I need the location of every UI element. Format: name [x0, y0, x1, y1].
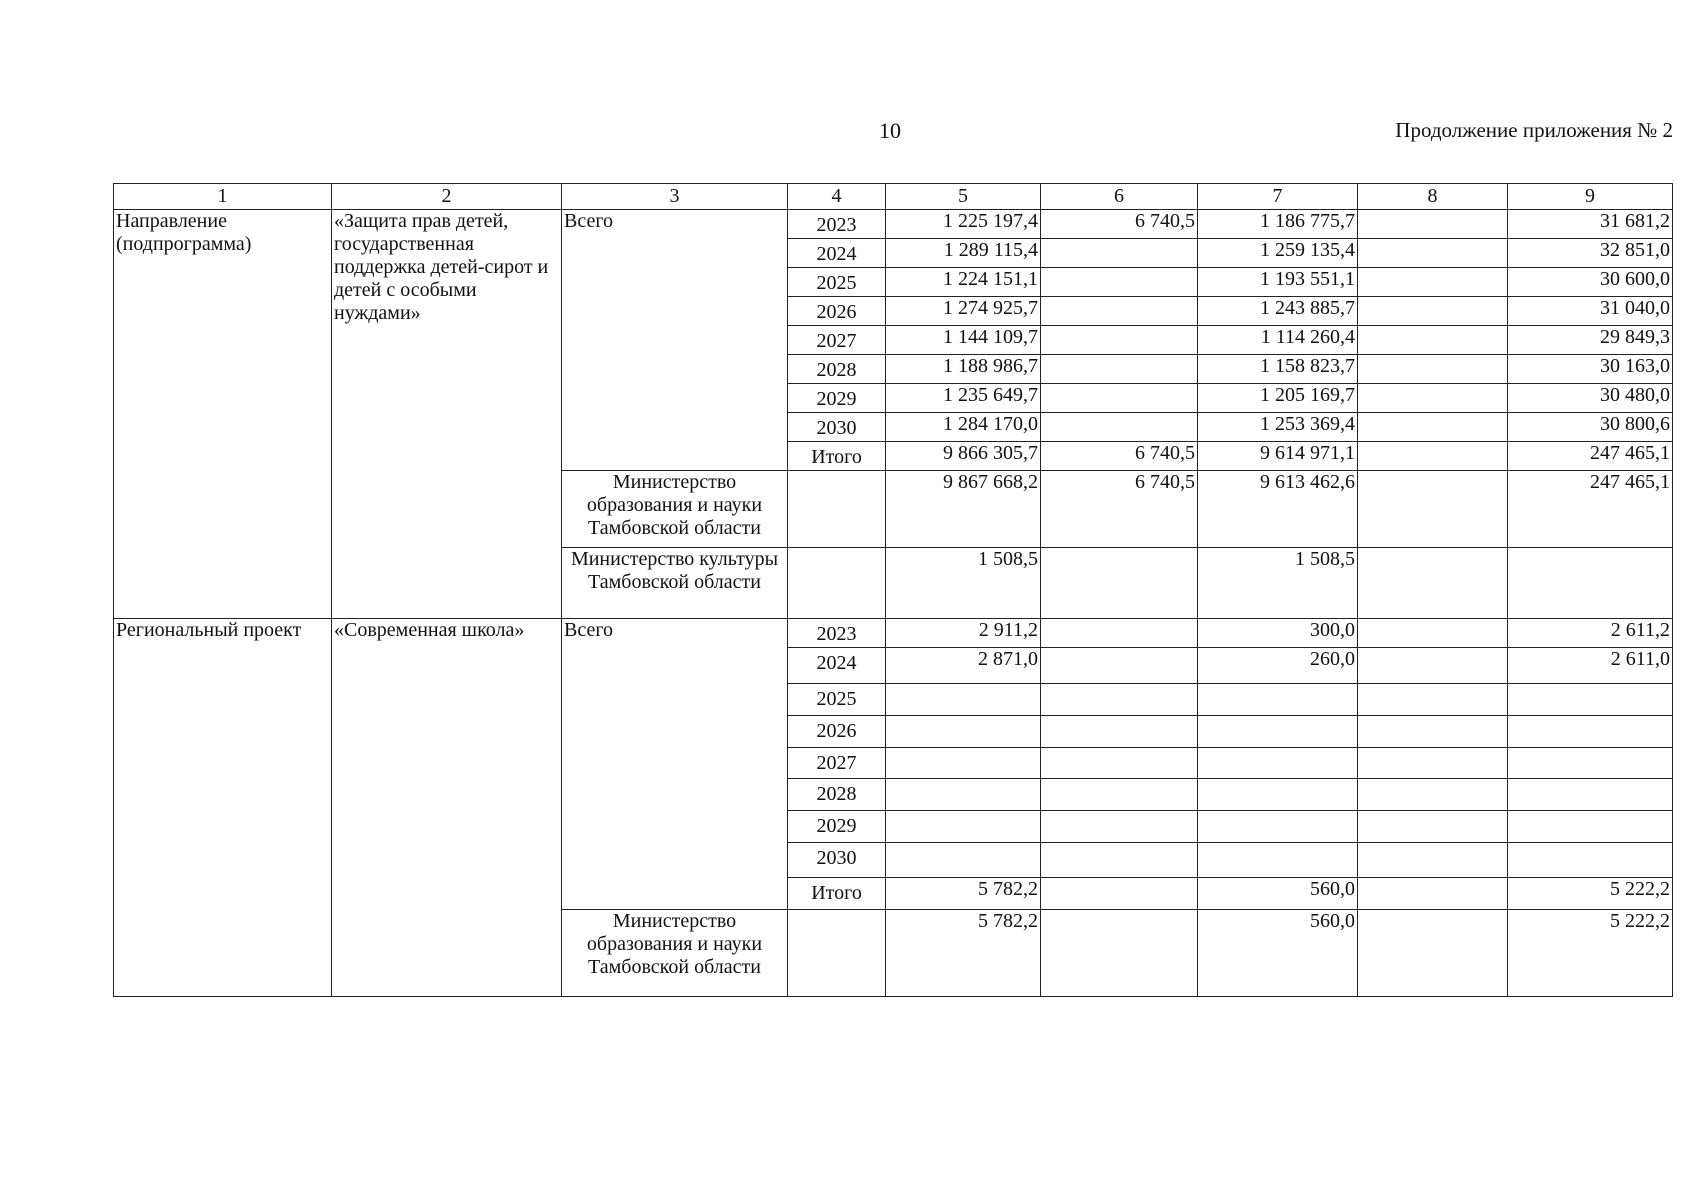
value-cell-col5: 1 188 986,7: [886, 355, 1041, 384]
value-cell-col9: 30 800,6: [1508, 413, 1673, 442]
column-header: 4: [788, 184, 886, 210]
value-cell-col5: [886, 843, 1041, 878]
value-cell-col9: [1508, 843, 1673, 878]
value-cell-col6: [1041, 297, 1198, 326]
empty-year-cell: [788, 548, 886, 619]
value-cell-col9: 247 465,1: [1508, 471, 1673, 548]
column-number-row: [114, 184, 1673, 210]
agency-name-cell: Министерство культуры Тамбовской области: [562, 548, 788, 619]
value-cell-col7: 1 508,5: [1198, 548, 1358, 619]
value-cell-col5: 1 144 109,7: [886, 326, 1041, 355]
value-cell-col8: [1358, 326, 1508, 355]
value-cell-col5: [886, 811, 1041, 843]
value-cell-col6: [1041, 239, 1198, 268]
value-cell-col9: 31 681,2: [1508, 210, 1673, 239]
value-cell-col6: [1041, 648, 1198, 684]
value-cell-col6: [1041, 384, 1198, 413]
agency-name-cell: Министерство образования и науки Тамбовской области: [562, 910, 788, 997]
value-cell-col8: [1358, 268, 1508, 297]
value-cell-col9: 30 163,0: [1508, 355, 1673, 384]
value-cell-col5: [886, 716, 1041, 748]
value-cell-col5: 1 274 925,7: [886, 297, 1041, 326]
value-cell-col8: [1358, 355, 1508, 384]
value-cell-col7: [1198, 843, 1358, 878]
value-cell-col6: [1041, 843, 1198, 878]
value-cell-col6: [1041, 748, 1198, 779]
value-cell-col8: [1358, 843, 1508, 878]
column-header: 9: [1508, 184, 1673, 210]
value-cell-col9: 32 851,0: [1508, 239, 1673, 268]
value-cell-col7: 560,0: [1198, 910, 1358, 997]
value-cell-col8: [1358, 878, 1508, 910]
value-cell-col7: 300,0: [1198, 619, 1358, 648]
value-cell-col7: 1 193 551,1: [1198, 268, 1358, 297]
total-label-cell: Всего: [562, 619, 788, 910]
value-cell-col8: [1358, 910, 1508, 997]
value-cell-col6: [1041, 268, 1198, 297]
value-cell-col9: 2 611,0: [1508, 648, 1673, 684]
value-cell-col9: [1508, 684, 1673, 716]
value-cell-col5: 1 225 197,4: [886, 210, 1041, 239]
value-cell-col6: [1041, 811, 1198, 843]
value-cell-col5: 9 867 668,2: [886, 471, 1041, 548]
value-cell-col7: [1198, 684, 1358, 716]
value-cell-col6: [1041, 548, 1198, 619]
value-cell-col9: [1508, 748, 1673, 779]
value-cell-col5: 1 508,5: [886, 548, 1041, 619]
year-cell: 2026: [788, 297, 886, 326]
value-cell-col8: [1358, 811, 1508, 843]
value-cell-col5: [886, 779, 1041, 811]
value-cell-col6: 6 740,5: [1041, 210, 1198, 239]
value-cell-col8: [1358, 239, 1508, 268]
value-cell-col9: 5 222,2: [1508, 878, 1673, 910]
value-cell-col8: [1358, 210, 1508, 239]
value-cell-col7: 9 614 971,1: [1198, 442, 1358, 471]
value-cell-col9: 31 040,0: [1508, 297, 1673, 326]
value-cell-col6: 6 740,5: [1041, 442, 1198, 471]
value-cell-col7: [1198, 716, 1358, 748]
value-cell-col8: [1358, 619, 1508, 648]
value-cell-col5: 1 224 151,1: [886, 268, 1041, 297]
year-cell: 2027: [788, 748, 886, 779]
value-cell-col9: 29 849,3: [1508, 326, 1673, 355]
value-cell-col8: [1358, 748, 1508, 779]
year-cell: 2026: [788, 716, 886, 748]
value-cell-col7: 1 243 885,7: [1198, 297, 1358, 326]
value-cell-col9: 2 611,2: [1508, 619, 1673, 648]
value-cell-col7: 560,0: [1198, 878, 1358, 910]
value-cell-col7: 260,0: [1198, 648, 1358, 684]
value-cell-col5: [886, 748, 1041, 779]
year-cell: 2029: [788, 384, 886, 413]
value-cell-col6: [1041, 878, 1198, 910]
year-cell: Итого: [788, 878, 886, 910]
value-cell-col7: 1 259 135,4: [1198, 239, 1358, 268]
year-cell: 2030: [788, 843, 886, 878]
value-cell-col5: [886, 684, 1041, 716]
column-header: 1: [114, 184, 332, 210]
value-cell-col6: [1041, 619, 1198, 648]
year-cell: 2023: [788, 619, 886, 648]
value-cell-col9: 5 222,2: [1508, 910, 1673, 997]
value-cell-col8: [1358, 684, 1508, 716]
value-cell-col7: [1198, 748, 1358, 779]
value-cell-col6: [1041, 684, 1198, 716]
value-cell-col9: [1508, 716, 1673, 748]
value-cell-col6: [1041, 910, 1198, 997]
year-cell: 2028: [788, 779, 886, 811]
value-cell-col9: 30 480,0: [1508, 384, 1673, 413]
value-cell-col6: [1041, 326, 1198, 355]
column-header: 6: [1041, 184, 1198, 210]
value-cell-col5: 2 911,2: [886, 619, 1041, 648]
column-header: 8: [1358, 184, 1508, 210]
value-cell-col7: 1 186 775,7: [1198, 210, 1358, 239]
value-cell-col8: [1358, 471, 1508, 548]
value-cell-col8: [1358, 716, 1508, 748]
year-cell: 2029: [788, 811, 886, 843]
agency-name-cell: Министерство образования и науки Тамбовской области: [562, 471, 788, 548]
page-number: 10: [879, 118, 901, 143]
section-type-cell: Региональный проект: [114, 619, 332, 997]
year-cell: 2024: [788, 239, 886, 268]
value-cell-col5: 9 866 305,7: [886, 442, 1041, 471]
section-type-cell: Направление (подпрограмма): [114, 210, 332, 619]
value-cell-col5: 1 235 649,7: [886, 384, 1041, 413]
value-cell-col8: [1358, 297, 1508, 326]
year-cell: 2023: [788, 210, 886, 239]
column-header: 3: [562, 184, 788, 210]
total-label-cell: Всего: [562, 210, 788, 471]
year-cell: 2030: [788, 413, 886, 442]
value-cell-col9: [1508, 548, 1673, 619]
value-cell-col7: [1198, 779, 1358, 811]
year-cell: 2025: [788, 684, 886, 716]
year-cell: 2027: [788, 326, 886, 355]
value-cell-col6: [1041, 779, 1198, 811]
appendix-header: Продолжение приложения № 2: [1395, 118, 1673, 142]
value-cell-col8: [1358, 413, 1508, 442]
value-cell-col6: [1041, 413, 1198, 442]
value-cell-col7: 1 114 260,4: [1198, 326, 1358, 355]
year-cell: Итого: [788, 442, 886, 471]
value-cell-col6: 6 740,5: [1041, 471, 1198, 548]
value-cell-col7: 1 205 169,7: [1198, 384, 1358, 413]
value-cell-col9: 247 465,1: [1508, 442, 1673, 471]
value-cell-col8: [1358, 779, 1508, 811]
value-cell-col9: [1508, 779, 1673, 811]
budget-table: [113, 183, 1673, 997]
table-body: [114, 184, 1673, 997]
value-cell-col6: [1041, 716, 1198, 748]
value-cell-col8: [1358, 548, 1508, 619]
value-cell-col5: 1 284 170,0: [886, 413, 1041, 442]
section-name-cell: «Современная школа»: [332, 619, 562, 997]
value-cell-col5: 5 782,2: [886, 910, 1041, 997]
value-cell-col6: [1041, 355, 1198, 384]
table-row: [114, 619, 1673, 648]
empty-year-cell: [788, 910, 886, 997]
column-header: 2: [332, 184, 562, 210]
column-header: 7: [1198, 184, 1358, 210]
value-cell-col8: [1358, 442, 1508, 471]
value-cell-col7: [1198, 811, 1358, 843]
value-cell-col7: 1 158 823,7: [1198, 355, 1358, 384]
value-cell-col5: 1 289 115,4: [886, 239, 1041, 268]
value-cell-col9: [1508, 811, 1673, 843]
value-cell-col8: [1358, 648, 1508, 684]
table-row: [114, 210, 1673, 239]
value-cell-col5: 2 871,0: [886, 648, 1041, 684]
empty-year-cell: [788, 471, 886, 548]
value-cell-col7: 9 613 462,6: [1198, 471, 1358, 548]
budget-table-container: [113, 183, 1672, 997]
section-name-cell: «Защита прав детей, государственная поддержка детей-сирот и детей с особыми нуждами»: [332, 210, 562, 619]
year-cell: 2024: [788, 648, 886, 684]
value-cell-col9: 30 600,0: [1508, 268, 1673, 297]
year-cell: 2025: [788, 268, 886, 297]
year-cell: 2028: [788, 355, 886, 384]
value-cell-col7: 1 253 369,4: [1198, 413, 1358, 442]
value-cell-col5: 5 782,2: [886, 878, 1041, 910]
value-cell-col8: [1358, 384, 1508, 413]
column-header: 5: [886, 184, 1041, 210]
